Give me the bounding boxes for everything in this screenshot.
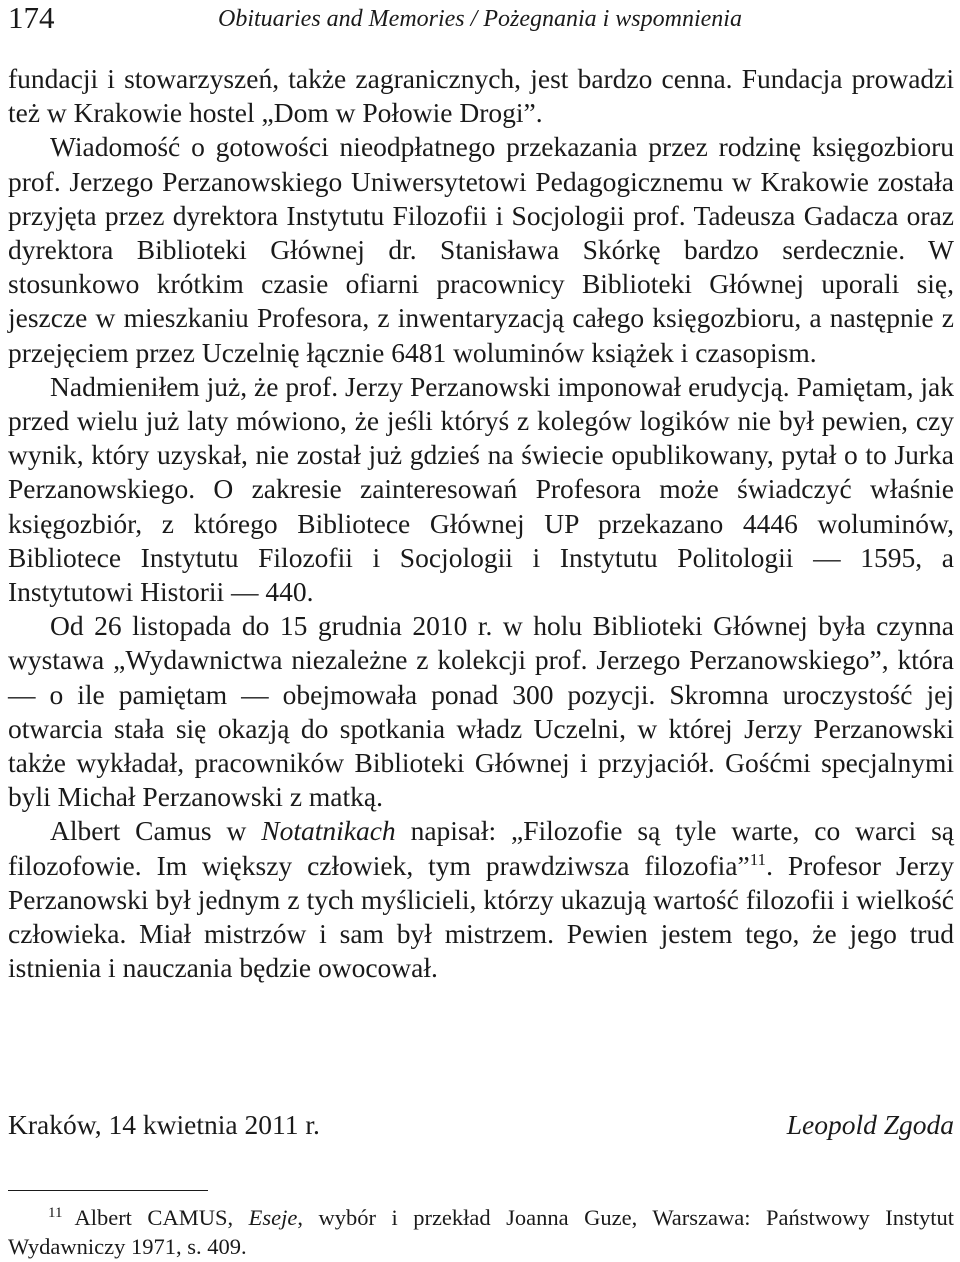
paragraph-2: Wiadomość o gotowości nieodpłatnego przekazania przez rodzinę księgozbioru prof. Jerzego Perzanowskiego Uniwersytetowi Pedagogicznemu w Krakowie została przyjęta przez dyrektora Instytutu Filozofii i Socjologii prof. Tadeusza Gadacza oraz dyrektora Biblioteki Głównej dr. Stanisława Skórkę bardzo serdecznie. W stosunkowo krótkim czasie ofiarni pracownicy Biblioteki Głównej uporali się, jeszcze w mieszkaniu Profesora, z inwentaryzacją całego księgozbioru, a następnie z przejęciem przez Uczelnię łącznie 6481 woluminów książek i czasopism. — [8, 131, 954, 368]
footnote-number: 11 — [48, 1205, 63, 1221]
footnote-divider — [8, 1190, 208, 1191]
footnote-reference[interactable]: 11 — [749, 849, 767, 869]
footnote-title: Eseje — [248, 1205, 298, 1230]
footnote — [8, 1203, 954, 1261]
paragraph-3: Nadmieniłem już, że prof. Jerzy Perzanowski imponował erudycją. Pamiętam, jak przed wielu już laty mówiono, że jeśli któryś z kolegów logików nie był pewien, czy wynik, który uzyskał, nie został już gdzieś na świecie opublikowany, pytał o to Jurka Perzanowskiego. O zakresie zainteresowań Profesora może świadczyć właśnie księgozbiór, z którego Bibliotece Głównej UP przekazano 4446 woluminów, Bibliotece Instytutu Filozofii i Socjologii i Instytutu Politologii — 1595, a Instytutowi Historii — 440. — [8, 370, 954, 608]
footnote-text — [8, 1203, 954, 1261]
place-date: Kraków, 14 kwietnia 2011 r. — [8, 1109, 320, 1140]
paragraph-4: Od 26 listopada do 15 grudnia 2010 r. w holu Biblioteki Głównej była czynna wystawa „Wydawnictwa niezależne z kolekcji prof. Jerzego Perzanowskiego”, która — o ile pamiętam — obejmowała ponad 300 pozycji. Skromna uroczystość jej otwarcia stała się okazją do spotkania władz Uczelni, w której Jerzy Perzanowski także wykładał, pracowników Biblioteki Głównej i przyjaciół. Gośćmi specjalnymi byli Michał Perzanowski z matką. — [8, 610, 954, 813]
p5-intro: Albert Camus w — [50, 815, 262, 847]
p5-quote: napisał: „Filozofie są tyle warte, co warci są filozofowie. Im większy człowiek, tym prawdziwsza filozofia” — [8, 815, 954, 881]
footnote-details: , wybór i przekład Joanna Guze, Warszawa: Państwowy Instytut Wydawniczy 1971, s. 409. — [8, 1205, 954, 1259]
footnote-author: Albert CAMUS, — [74, 1205, 249, 1230]
paragraph-1: fundacji i stowarzyszeń, także zagranicznych, jest bardzo cenna. Fundacja prowadzi też w Krakowie hostel „Dom w Połowie Drogi”. — [8, 63, 954, 129]
page-header — [8, 0, 952, 36]
author-signature: Leopold Zgoda — [786, 1109, 954, 1140]
page-number: 174 — [8, 0, 55, 35]
book-title: Notatnikach — [261, 815, 396, 847]
paragraph-5 — [8, 814, 954, 985]
article-body — [8, 62, 954, 985]
running-title: Obituaries and Memories / Pożegnania i wspomnienia — [218, 6, 742, 32]
p5-conclusion: . Profesor Jerzy Perzanowski był jednym z tych myślicieli, którzy ukazują wartość filozofii i wielkość człowieka. Miał mistrzów i sam był mistrzem. Pewien jestem tego, że jego trud istnienia i nauczania będzie owocował. — [8, 849, 954, 984]
